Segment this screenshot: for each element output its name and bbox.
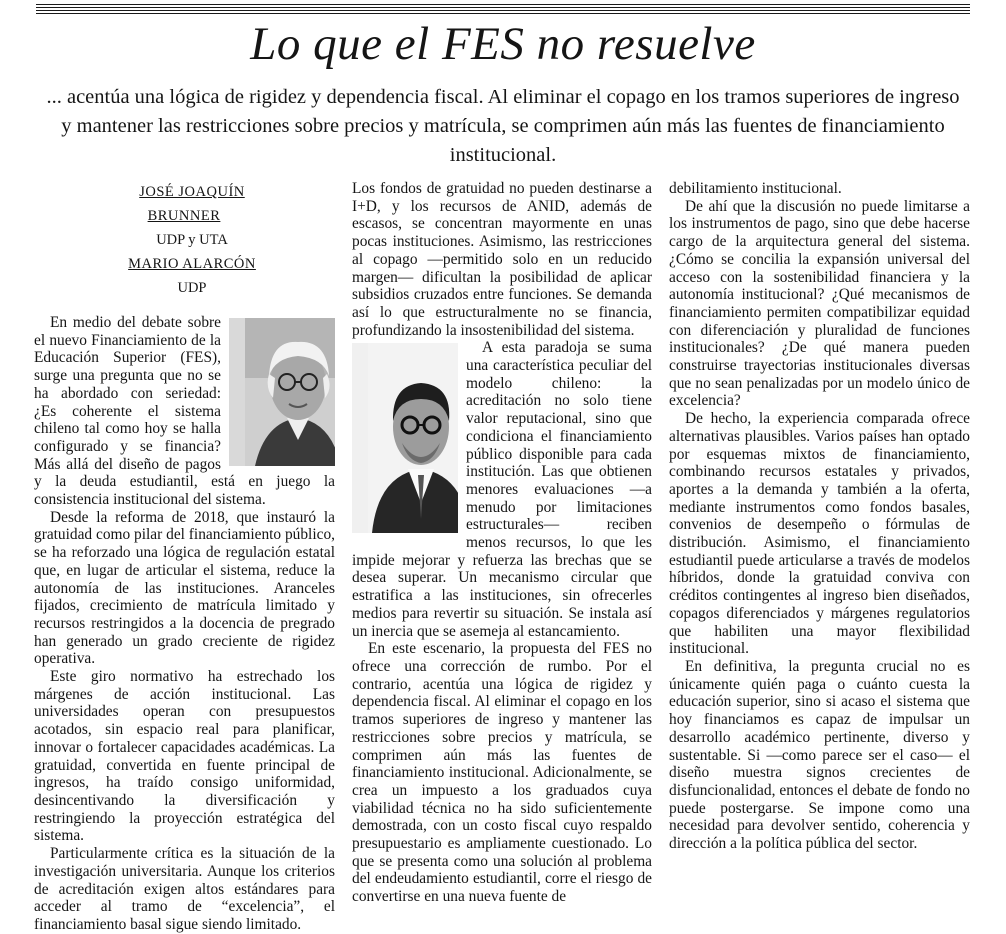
paragraph: Este giro normativo ha estrechado los márgenes de acción institucional. Las universidades operan con presupuestos acotados, sin espacio real para planificar, innovar o fortalecer capacidades académicas. La gratuidad, convertida en fuente principal de ingresos, ha traído consigo uniformidad, desincentivando la diversificación y restringiendo la proyección estratégica del sistema. (34, 668, 335, 845)
paragraph: De hecho, la experiencia comparada ofrece alternativas plausibles. Varios países han optado por esquemas mixtos de financiamiento, combinando recursos estatales y privados, aportes a la demanda y también a la oferta, mediante instrumentos como fondos basales, convenios de desempeño o fórmulas de distribución. Asimismo, el financiamiento estudiantil puede articularse a través de modelos híbridos, donde la gratuidad conviva con créditos contingentes al ingreso bien diseñados, copagos diferenciados y márgenes regulatorios que habiliten una mayor flexibilidad institucional. (669, 410, 970, 658)
column-1 (34, 180, 335, 934)
paragraph: debilitamiento institucional. (669, 180, 842, 197)
author-photo-brunner (229, 318, 335, 466)
paragraph: En definitiva, la pregunta crucial no es únicamente quién paga o cuánto cuesta la educación superior, sino si acaso el sistema que hoy financiamos es capaz de impulsar un desarrollo académico pertinente, diverso y sustentable. Si —como parece ser el caso— el diseño muestra signos crecientes de disfuncionalidad, entonces el debate de fondo no puede postergarse. Se impone como una necesidad para devolver sentido, coherencia y dirección a la política pública del sector. (669, 657, 970, 853)
paragraph: De ahí que la discusión no puede limitarse a los instrumentos de pago, sino que debe hacerse cargo de la arquitectura general del sistema. ¿Cómo se concilia la expansión universal del acceso con la sostenibilidad financiera y la autonomía institucional? ¿Qué mecanismos de financiamiento permiten compatibilizar equidad con diferenciación y pluralidad de funciones institucionales? ¿De qué manera pueden construirse trayectorias institucionales diversas que no sean penalizadas por un modelo único de excelencia? (669, 197, 970, 410)
column-2 (352, 180, 652, 906)
paragraph (352, 339, 652, 640)
paragraph-text: En medio del debate sobre el nuevo Financiamiento de la Educación Superior (FES), surge una pregunta que no se ha abordado con seriedad: ¿Es coherente el sistema chileno tal como hoy se halla configurado y se financia? Más allá del diseño de pagos y la deuda estudiantil, está en juego la consistencia institucional del sistema. (34, 314, 335, 509)
headline: Lo que el FES no resuelve (250, 18, 756, 70)
author-affiliation: UDP (177, 280, 207, 296)
paragraph: Los fondos de gratuidad no pueden destinarse a I+D, y los recursos de ANID, además de escasos, se concentran mayormente en unas pocas instituciones. Asimismo, las restricciones al copago —permitido solo en un reducido margen— dificultan la posibilidad de aplicar subsidios cruzados entre funciones. Se demanda así lo que estructuralmente no se financia, profundizando la insostenibilidad del sistema. (352, 180, 652, 339)
author-affiliation: UDP y UTA (156, 232, 228, 248)
paragraph-text: A esta paradoja se suma una característica peculiar del modelo chileno: la acreditación no solo tiene valor reputacional, sino que condiciona el financiamiento público disponible para cada institución. Las que obtienen menores evaluaciones —a menudo por limitaciones estructurales— reciben menos recursos, lo que les impide mejorar y refuerza las brechas que se desea superar. Un mecanismo circular que estratifica a las instituciones, sin ofrecerles medios para revertir su situación. Se instala así un inercia que se asemeja al estancamiento. (352, 339, 652, 640)
paragraph (34, 314, 335, 509)
author-name: JOSÉ JOAQUÍN BRUNNER (139, 184, 245, 224)
author-photo-alarcon (352, 343, 458, 533)
byline (94, 180, 274, 300)
author-name: MARIO ALARCÓN (128, 256, 256, 272)
paragraph: Desde la reforma de 2018, que instauró la gratuidad como pilar del financiamiento público, se ha reforzado una lógica de regulación estatal que, en lugar de articular el sistema, reduce la autonomía de las instituciones. Aranceles fijados, crecimiento de matrícula limitado y recursos restringidos a la docencia de pregrado han generado un grado creciente de rigidez operativa. (34, 508, 335, 668)
deck-summary: ... acentúa una lógica de rigidez y dependencia fiscal. Al eliminar el copago en los tramos superiores de ingreso y mantener las restricciones sobre precios y matrícula, se comprimen aún más las fuentes de financiamiento institucional. (46, 86, 960, 166)
paragraph: En este escenario, la propuesta del FES no ofrece una corrección de rumbo. Por el contrario, acentúa una lógica de rigidez y dependencia fiscal. Al eliminar el copago en los tramos superiores de ingreso y mantener las restricciones sobre precios y matrícula, se comprimen aún más las fuentes de financiamiento institucional. Adicionalmente, se crea un impuesto a los graduados cuya viabilidad técnica no ha sido suficientemente demostrada, con un costo fiscal cuyo respaldo presupuestario es ampliamente cuestionado. Lo que se presenta como una solución al problema del endeudamiento estudiantil, corre el riesgo de convertirse en una nueva fuente de (352, 640, 652, 906)
paragraph: Particularmente crítica es la situación de la investigación universitaria. Aunque los criterios de acreditación exigen altos estándares para acceder al tramo de “excelencia”, el financiamiento basal sigue siendo limitado. (34, 845, 335, 933)
column-3 (669, 180, 970, 853)
